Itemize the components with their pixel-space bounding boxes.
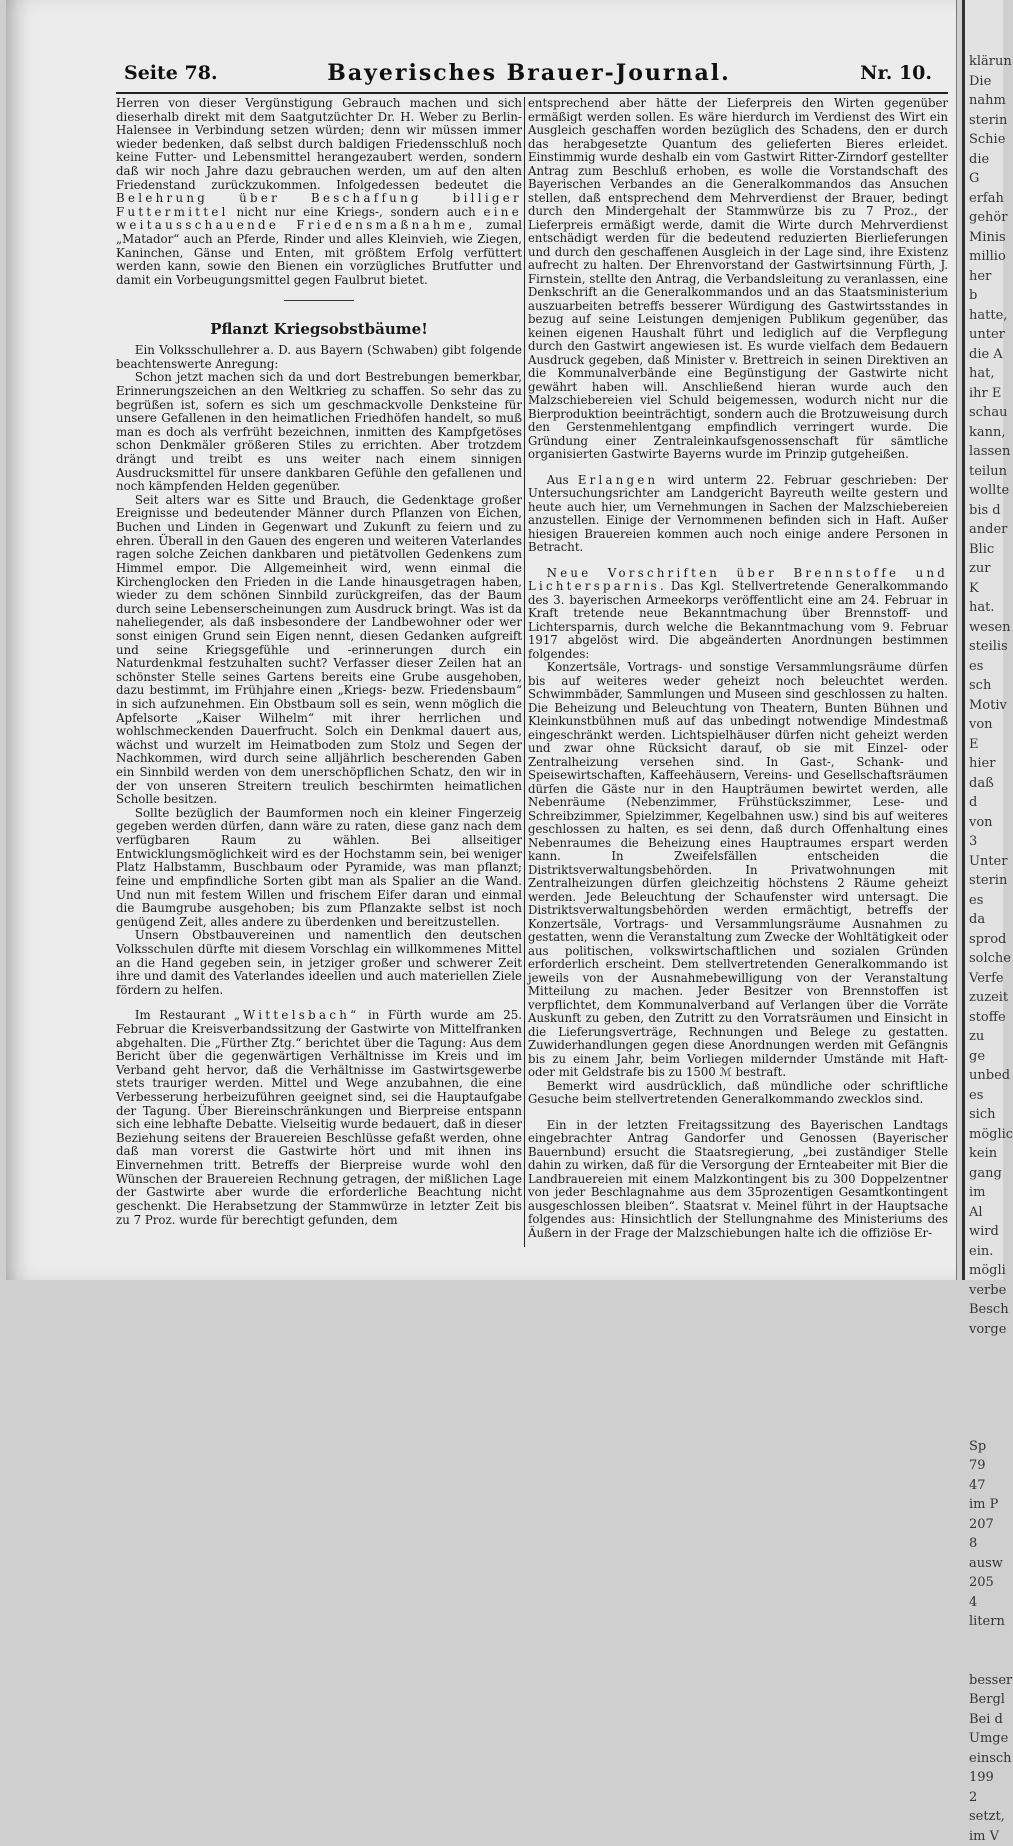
erlangen-spaced: Erlangen <box>577 472 659 487</box>
page-number: Seite 78. <box>124 62 218 84</box>
fuerth-text-1: Im Restaurant <box>134 1008 235 1023</box>
section-separator <box>284 300 354 301</box>
article-paragraph: Bemerkt wird ausdrücklich, daß mündliche oder schriftliche Gesuche beim stellvertretenden Generalkommando zwecklos sind. <box>528 1078 948 1106</box>
regulations-text: . Das Kgl. Stellvertretende Generalkommando des 3. bayerischen Armeekorps veröffentlicht eine am 24. Februar in Kraft tretende neue Bekanntmachung über Brennstoff- und Lichtersparnis, durch welche die Bekanntmachung vom 9. Februar 1917 abgelöst wird. Die abgeänderten Anordnungen bestimmen folgendes: <box>528 579 948 661</box>
page-header <box>118 56 940 90</box>
column-divider <box>524 97 525 1247</box>
section-heading: Pflanzt Kriegsobstbäume! <box>210 319 428 338</box>
continued-paragraph: entsprechend aber hätte der Lieferpreis den Wirten gegenüber ermäßigt werden sollen. Es wäre hierdurch im Verdienst des Wirt ein Ausgleich geschaffen worden bezüglich des Schadens, den er durch das herabgesetzte Quantum des gelieferten Bieres erleidet. Einstimmig wurde deshalb ein vom Gastwirt Ritter-Zirndorf gestellter Antrag zum Beschluß erhoben, es wolle die Vorstandschaft des Bayerischen Verbandes an die Generalkommandos das Ansuchen stellen, daß entsprechend dem Mehrverdienst der Brauer, bedingt durch den Mindergehalt der Stammwürze bis zu 7 Proz., der Lieferpreis ermäßigt werde, damit die Wirte durch Mehrverdienst entschädigt werden für die bedeutend reduzierten Bierlieferungen und durch den geschaffenen Ausgleich in der Lage sind, ihre Existenz aufrecht zu halten. Der Ehrenvorstand der Gastwirtsinnung Fürth, J. Firnstein, stellte den Antrag, die Verbandsleitung zu veranlassen, eine Denkschrift an die Generalkommandos und an das Staatsministerium auszuarbeiten betreffs besserer Würdigung des Gastwirtsstandes in bezug auf seine Leistungen demjenigen Publikum gegenüber, das keinen eigenen Haushalt führt und lediglich auf die Verpflegung durch den Gastwirt angewiesen ist. Es wurde vielfach dem Bedauern Ausdruck gegeben, daß Minister v. Brettreich in seinen Direktiven an die Kommunalverbände eine Begünstigung der Gastwirte nicht gewährt haben will. Anschließend hieran wurde auch den Malzschiebereien viel Schuld beigemessen, wodurch nicht nur die Bierproduktion beeinträchtigt, sondern auch die Brotzuweisung durch den Gerstenmehlentgang empfindlich verringert wurde. Die Gründung einer Zentraleinkaufsgenossenschaft für sämtliche organisierten Gastwirte Bayerns wurde im Prinzip gutgeheißen. <box>528 96 948 461</box>
article-paragraph: Unsern Obstbauvereinen und namentlich den deutschen Volksschulen dürfte mit diesem Vorschlag ein willkommenes Mittel an die Hand gegeben sein, in jetziger großer und schwerer Zeit ihre und damit des Vaterlandes ideellen und auch materiellen Ziele fördern zu helfen. <box>116 928 522 997</box>
article-paragraph: Ein in der letzten Freitagssitzung des Bayerischen Landtags eingebrachter Antrag Gandorfer und Genossen (Bayerischer Bauernbund) ersucht die Staatsregierung, „bei zuständiger Stelle dahin zu wirken, daß für die Versorgung der Ernteabeiter mit Bier die Landbrauereien mit einem Malzkontingent bis zu 300 Doppelzentner von jeder Beschlagnahme aus dem 35prozentigen Gesamtkontingent ausgeschlossen bleiben“. Staatsrat v. Meinel führt in der Hauptsache folgendes aus: Hinsichtlich der Stellungnahme des Ministeriums des Äußern in der Frage der Malzschiebungen halte ich die offiziöse Er- <box>528 1117 948 1240</box>
intro-text-1: Herren von dieser Vergünstigung Gebrauch machen und sich dieserhalb direkt mit dem Saatgutzüchter Dr. H. Weber zu Berlin-Halensee in Verbindung setzen würden; denn wir müssen immer wieder bedenken, daß selbst durch baldigen Friedensschluß noch keine Futter- und Lebensmittel herangezaubert werden, sondern daß wir noch Jahre dazu gebrauchen werden, um auf den alten Friedenstand zurückzukommen. Infolgedessen bedeutet die <box>116 96 522 192</box>
journal-title: Bayerisches Brauer-Journal. <box>327 60 731 86</box>
fuerth-report <box>116 1009 522 1227</box>
intro-spaced-2: eine weitausschauende Friedensmaßnahme <box>116 204 522 233</box>
fuerth-spaced: „Wittelsbach“ <box>234 1008 360 1023</box>
right-column <box>528 97 948 1247</box>
header-rule <box>116 92 948 94</box>
regulations-report <box>528 567 948 662</box>
intro-spaced-1: Belehrung über Beschaffung billiger Futtermittel <box>116 191 522 219</box>
paragraph-gap <box>528 1107 948 1119</box>
article-paragraph: Seit alters war es Sitte und Brauch, die Gedenktage großer Ereignisse und bedeutender Männer durch Pflanzen von Eichen, Buchen und Linden in Gegenwart und Zukunft zu feiern und zu ehren. Überall in den Gauen des engeren und weiteren Vaterlandes ragen solche Zeichen dankbaren und pietätvollen Gedenkens zum Himmel empor. Die Allgemeinheit wird, wenn einmal die Kirchenglocken den Frieden in die Lande hinausgetragen haben, wieder zu dem schönen Sinnbild zurückgreifen, das der Baum durch seine Lebenserscheinungen zum Ausdruck bringt. Was ist da naheliegender, als daß insbesondere der Landbewohner oder wer sonst einigen Grund sein Eigen nennt, diesen Gedanken aufgreift und seine Kriegsgefühle und -erinnerungen durch ein Naturdenkmal festzuhalten sucht? Verfasser dieser Zeilen hat an schönster Stelle seines Gartens bereits eine Grube ausgehoben, dazu bestimmt, im Frühjahre einen „Kriegs- bezw. Friedensbaum“ in sich aufzunehmen. Ein Obstbaum soll es sein, wenn möglich die Apfelsorte „Kaiser Wilhelm“ mit ihrer herrlichen und wohlschmeckenden Dauerfrucht. Solch ein Denkmal dauert aus, wächst und wurzelt im Heimatboden zum Stolz und Segen der Nachkommen, wird durch seine alljährlich bescherenden Gaben ein Sinnbild werden von dem unerschöpflichen Schatz, den wir in der von unseren Streitern treulich beschirmten heimatlichen Scholle besitzen. <box>116 492 522 807</box>
article-paragraph: Ein Volksschullehrer a. D. aus Bayern (Schwaben) gibt folgende beachtenswerte Anregung: <box>116 343 522 371</box>
intro-paragraph <box>116 97 522 288</box>
erlangen-text-1: Aus <box>546 472 578 487</box>
left-column <box>116 97 522 1247</box>
adjacent-page-text: klärun Die nahm sterin Schie die G erfah gehör Minis millio her b hatte, unter die A hat, ihr E schau kann, lassen teilun wollte bis d ander Blic zur K hat. wesen steilis es sch Motiv von E hier daß d von 3 Unter sterin es da sprod solche Verfe zuzeit stoffe zu ge unbed es sich möglic kein gang im Al wird ein. mögli verbe Besch vorge Sp 79 47 im P 207 8 ausw 205 4 litern besser Bergl Bei d Umge einsch 199 2 setzt, im V <box>969 54 1013 1844</box>
article-paragraph: Schon jetzt machen sich da und dort Bestrebungen bemerkbar, Erinnerungszeichen an den Weltkrieg zu schaffen. So sehr das zu begrüßen ist, sofern es sich um geschmackvolle Denksteine für unsere Gefallenen in den heimatlichen Friedhöfen handelt, so muß man es doch als verfrüht bezeichnen, inmitten des Kampfgetöses schon Denkmäler größeren Stiles zu errichten. Aber trotzdem drängt und treibt es uns weiter nach einem sinnigen Ausdrucksmittel für unsere dankbaren Gefühle den gefallenen und noch kämpfenden Helden gegenüber. <box>116 370 522 494</box>
article-paragraph: Konzertsäle, Vortrags- und sonstige Versammlungsräume dürfen bis auf weiteres weder geheizt noch beleuchtet werden. Schwimmbäder, Sammlungen und Museen sind geschlossen zu halten. Die Beheizung und Beleuchtung von Theatern, Bunten Bühnen und Kleinkunstbühnen muß auf das unbedingt notwendige Mindestmaß eingeschränkt werden. Lichtspielhäuser dürfen nicht geheizt werden und zwar ohne Rücksicht darauf, ob sie mit Einzel- oder Zentralheizung versehen sind. In Gast-, Schank- und Speisewirtschaften, Kaffeehäusern, Vereins- und Gesellschaftsräumen dürfen die Gäste nur in den Haupträumen bewirtet werden, alle Nebenräume (Nebenzimmer, Frühstückszimmer, Lese- und Schreibzimmer, Spielzimmer, Kegelbahnen usw.) sind bis auf weiteres geschlossen zu halten, es sei denn, daß durch Offenhaltung eines Nebenraumes die Beheizung eines Hauptraumes erspart werden kann. In Zweifelsfällen entscheiden die Distriktsverwaltungsbehörden. In Privatwohnungen mit Zentralheizungen dürfen gleichzeitig höchstens 2 Räume geheizt werden. Jede Beleuchtung der Schaufenster wird untersagt. Die Distriktsverwaltungsbehörden werden ermächtigt, betreffs der Konzertsäle, Vortrags- und Versammlungsräume Ausnahmen zu gestatten, wenn die Veranstaltung zum Zwecke der Wohltätigkeit oder aus politischen, volkswirtschaftlichen und sozialen Gründen erforderlich erscheint. Dem stellvertretenden Generalkommando ist jeweils von der Ausnahmebewilligung von der Veranstaltung Mitteilung zu machen. Jeder Besitzer von Brennstoffen ist verpflichtet, dem Kommunalverband auf Verlangen über die Vorräte Auskunft zu geben, den Zutritt zu den Vorratsräumen und Einsicht in die Lieferungsverträge, Rechnungen und Belege zu gestatten. Zuwiderhandlungen gegen diese Anordnungen werden mit Gefängnis bis zu einem Jahr, beim Vorliegen mildernder Umstände mit Haft- oder mit Geldstrafe bis zu 1500 ℳ bestraft. <box>528 660 948 1079</box>
erlangen-text-2: wird unterm 22. Februar geschrieben: Der Untersuchungsrichter am Landgericht Bayreuth weilte gestern und heute auch hier, um Vernehmungen in Sachen der Malzschiebereien anzustellen. Einige der Vernommenen befinden sich in Haft. Außer hiesigen Brauereien kommen auch noch einige andere Personen in Betracht. <box>528 472 948 554</box>
issue-number: Nr. 10. <box>860 62 932 84</box>
regulations-spaced: Neue Vorschriften über Brennstoffe und Lichtersparnis <box>528 565 948 593</box>
fuerth-text-2: in Fürth wurde am 25. Februar die Kreisverbandssitzung der Gastwirte von Mittelfranken abgehalten. Die „Fürther Ztg.“ berichtet über die Tagung: Aus dem Bericht über die gegenwärtigen Verhältnisse im Kreis und im Verband geht hervor, daß die Verhältnisse im Gastwirtsgewerbe stets trauriger werden. Mittel und Wege anzubahnen, die eine Verbesserung herbeizuführen geeignet sind, sei die Hauptaufgabe der Tagung. Über Biereinschränkungen und Bierpreise entspann sich eine lebhafte Debatte. Vielseitig wurde bedauert, daß in dieser Beziehung seitens der Brauereien Beschlüsse gefaßt werden, ohne daß man vorerst die Gastwirte hört und mit ihnen ins Einvernehmen tritt. Betreffs der Bierpreise wurde wohl den Wünschen der Brauereien Rechnung getragen, der mißlichen Lage der Gastwirte aber wurde die erforderliche Beachtung nicht geschenkt. Die Herabsetzung der Stammwürze in letzter Zeit bis zu 7 Proz. wurde für berechtigt gefunden, dem <box>116 1008 522 1227</box>
intro-text-3: , zumal „Matador“ auch an Pferde, Rinder und alles Kleinvieh, wie Ziegen, Kaninchen, Gänse und Enten, mit größtem Erfolg verfüttert werden kann, sowie den Bienen ein vorzügliches Brutfutter und damit ein Vorbeugungsmittel gegen Faulbrut bietet. <box>116 218 522 287</box>
erlangen-report <box>528 474 948 555</box>
adjacent-page-text-fragment <box>965 0 1013 1846</box>
adjacent-page-edge <box>962 0 1013 1844</box>
article-paragraph: Sollte bezüglich der Baumformen noch ein kleiner Fingerzeig gegeben werden dürfen, dann wäre zu raten, diese ganz nach dem verfügbaren Raum zu wählen. Bei allseitiger Entwicklungsmöglichkeit wird es der Hochstamm sein, bei weniger Platz Halbstamm, Buschbaum oder Pyramide, was man pflanzt; feine und empfindliche Sorten gibt man als Spalier an die Wand. Und nun mit festem Willen und frischem Eifer daran und einmal die Baumgrube ausgehoben; bis zum Pflanzakte selbst ist noch genügend Zeit, alles andere zu überdenken und bereitzustellen. <box>116 805 522 929</box>
intro-text-2: nicht nur eine Kriegs-, sondern auch <box>228 204 484 219</box>
